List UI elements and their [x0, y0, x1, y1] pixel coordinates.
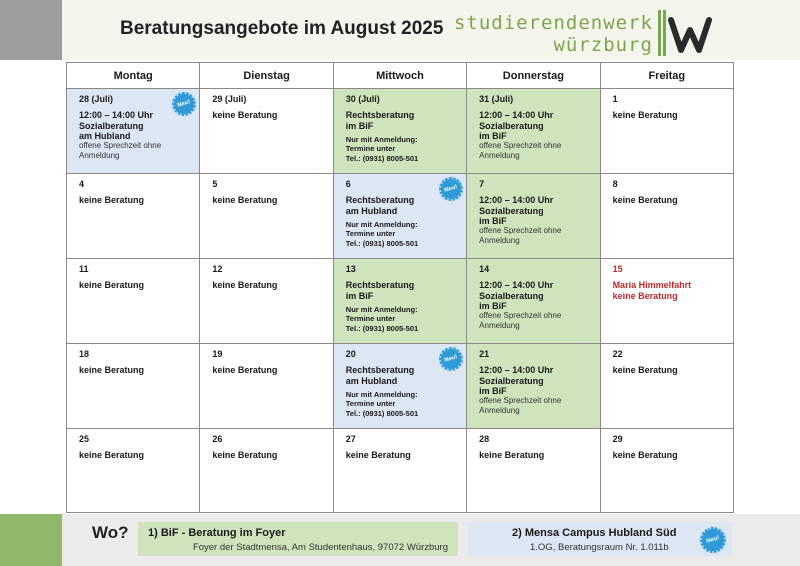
calendar-day-cell	[333, 259, 466, 344]
calendar-day-cell	[200, 429, 333, 513]
consultation-note: offene Sprechzeit ohne Anmeldung	[479, 141, 562, 160]
day-date: 27	[345, 434, 356, 444]
consultation-note: offene Sprechzeit ohne Anmeldung	[479, 226, 562, 245]
consultation-title: Sozialberatung im BiF	[479, 375, 544, 397]
consultation-title: keine Beratung	[212, 195, 278, 206]
calendar-table	[66, 62, 734, 513]
calendar-day-cell	[67, 259, 200, 344]
calendar-week-row	[67, 429, 734, 513]
location-title: 1) BiF - Beratung im Foyer	[148, 527, 286, 539]
consultation-title: keine Beratung	[212, 450, 278, 461]
consultation-title: keine Beratung	[612, 195, 678, 206]
consultation-title: keine Beratung	[345, 450, 411, 461]
consultation-title: keine Beratung	[212, 280, 278, 291]
new-badge-icon: Neu!	[169, 89, 199, 119]
consultation-title: Sozialberatung im BiF	[479, 205, 544, 227]
calendar-day-cell	[467, 429, 600, 513]
calendar-day-cell	[467, 259, 600, 344]
calendar-day-cell	[67, 344, 200, 429]
day-date: 29	[612, 434, 623, 444]
calendar-day-cell	[200, 89, 333, 174]
day-date: 21	[479, 349, 490, 359]
calendar-day-cell	[200, 344, 333, 429]
calendar-day-cell	[467, 174, 600, 259]
calendar-day-cell	[67, 89, 200, 174]
calendar-day-cell	[333, 429, 466, 513]
consultation-time: 12:00 – 14:00 Uhr	[479, 195, 554, 206]
day-date: 18	[79, 349, 90, 359]
location-address: Foyer der Stadtmensa, Am Studentenhaus, 97072 Würzburg	[192, 542, 448, 553]
consultation-title: Maria Himmelfahrt keine Beratung	[612, 280, 692, 301]
weekday-header: Montag	[67, 63, 200, 89]
day-date: 25	[79, 434, 90, 444]
calendar-week-row	[67, 259, 734, 344]
location-bif	[138, 522, 458, 556]
consultation-title: keine Beratung	[79, 365, 145, 376]
consultation-time: 12:00 – 14:00 Uhr	[479, 365, 554, 376]
day-date: 30 (Juli)	[345, 94, 380, 104]
new-badge-icon: Neu!	[436, 174, 466, 204]
day-date: 1	[612, 94, 618, 104]
calendar-day-cell	[200, 259, 333, 344]
location-address: 1.OG, Beratungsraum Nr. 1.011b	[530, 542, 669, 553]
consultation-title: keine Beratung	[79, 280, 145, 291]
consultation-note: offene Sprechzeit ohne Anmeldung	[479, 396, 562, 415]
day-date: 28 (Juli)	[79, 94, 114, 104]
appointment-info: Nur mit Anmeldung: Termine unter Tel.: (0931) 8005-501	[345, 305, 419, 333]
consultation-title: keine Beratung	[612, 110, 678, 121]
day-date: 20	[345, 349, 356, 359]
day-date: 5	[212, 179, 218, 189]
appointment-info: Nur mit Anmeldung: Termine unter Tel.: (0931) 8005-501	[345, 135, 419, 163]
calendar-week-row	[67, 89, 734, 174]
appointment-info: Nur mit Anmeldung: Termine unter Tel.: (0931) 8005-501	[345, 220, 419, 248]
consultation-title: Sozialberatung im BiF	[479, 120, 544, 142]
consultation-title: Sozialberatung am Hubland	[79, 120, 144, 142]
consultation-title: keine Beratung	[612, 450, 678, 461]
day-date: 22	[612, 349, 623, 359]
day-date: 31 (Juli)	[479, 94, 514, 104]
calendar-day-cell	[600, 259, 733, 344]
weekday-header-row	[67, 63, 734, 89]
day-date: 11	[79, 264, 89, 274]
day-date: 28	[479, 434, 490, 444]
weekday-header: Mittwoch	[333, 63, 466, 89]
where-label: Wo?	[92, 523, 129, 542]
consultation-title: Rechtsberatung im BiF	[345, 280, 415, 301]
logo-bars	[658, 10, 666, 56]
calendar-day-cell	[600, 174, 733, 259]
day-date: 12	[212, 264, 223, 274]
calendar-day-cell	[333, 89, 466, 174]
day-date: 19	[212, 349, 223, 359]
consultation-title: keine Beratung	[79, 450, 145, 461]
consultation-title: keine Beratung	[212, 365, 278, 376]
day-date: 6	[345, 179, 351, 189]
day-date: 7	[479, 179, 485, 189]
calendar-day-cell	[600, 344, 733, 429]
logo-text-line1: studierendenwerk	[453, 12, 653, 34]
calendar-week-row	[67, 174, 734, 259]
calendar-day-cell	[600, 429, 733, 513]
consultation-title: keine Beratung	[212, 110, 278, 121]
consultation-title: keine Beratung	[479, 450, 545, 461]
calendar-day-cell	[467, 344, 600, 429]
calendar-day-cell	[200, 174, 333, 259]
consultation-title: Rechtsberatung am Hubland	[345, 365, 415, 386]
calendar-week-row	[67, 344, 734, 429]
day-date: 29 (Juli)	[212, 94, 247, 104]
calendar-day-cell	[67, 429, 200, 513]
consultation-title: keine Beratung	[612, 365, 678, 376]
location-title: 2) Mensa Campus Hubland Süd	[512, 527, 677, 539]
page-title: Beratungsangebote im August 2025	[120, 18, 444, 39]
consultation-title: keine Beratung	[79, 195, 145, 206]
consultation-time: 12:00 – 14:00 Uhr	[79, 110, 154, 121]
new-badge-icon: Neu!	[697, 524, 730, 557]
logo-w-icon	[668, 16, 712, 56]
day-date: 15	[612, 264, 623, 274]
consultation-note: offene Sprechzeit ohne Anmeldung	[79, 141, 162, 160]
consultation-title: Rechtsberatung im BiF	[345, 110, 415, 131]
consultation-title: Rechtsberatung am Hubland	[345, 195, 415, 216]
studierendenwerk-logo	[453, 10, 718, 56]
consultation-time: 12:00 – 14:00 Uhr	[479, 280, 554, 291]
calendar-day-cell	[333, 344, 466, 429]
appointment-info: Nur mit Anmeldung: Termine unter Tel.: (0931) 8005-501	[345, 390, 419, 418]
day-date: 26	[212, 434, 223, 444]
location-hubland	[468, 522, 732, 556]
consultation-time: 12:00 – 14:00 Uhr	[479, 110, 554, 121]
weekday-header: Freitag	[600, 63, 733, 89]
logo-text-line2: würzburg	[553, 34, 653, 56]
corner-block-top	[0, 0, 62, 60]
day-date: 14	[479, 264, 490, 274]
new-badge-icon: Neu!	[436, 344, 466, 374]
day-date: 4	[79, 179, 85, 189]
consultation-note: offene Sprechzeit ohne Anmeldung	[479, 311, 562, 330]
calendar-day-cell	[67, 174, 200, 259]
calendar-day-cell	[333, 174, 466, 259]
weekday-header: Donnerstag	[467, 63, 600, 89]
day-date: 8	[612, 179, 618, 189]
day-date: 13	[345, 264, 356, 274]
weekday-header: Dienstag	[200, 63, 333, 89]
consultation-title: Sozialberatung im BiF	[479, 290, 544, 312]
calendar-day-cell	[600, 89, 733, 174]
calendar-day-cell	[467, 89, 600, 174]
corner-block-bottom	[0, 514, 62, 566]
